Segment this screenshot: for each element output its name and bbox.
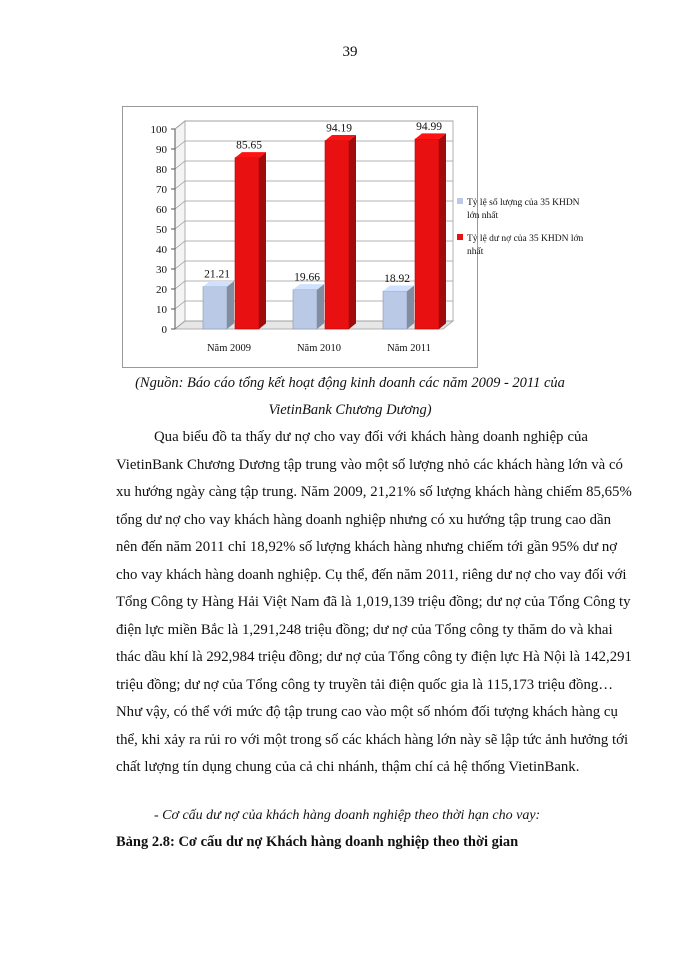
paragraph-line: VietinBank Chương Dương tập trung vào một số lượng nhỏ các khách hàng lớn và có <box>116 456 623 473</box>
paragraph-line: Như vậy, có thể với mức độ tập trung cao vào một số nhóm đối tượng khách hàng cụ <box>116 704 618 720</box>
bar-side <box>439 133 446 329</box>
bar <box>415 139 439 329</box>
y-tick-label: 0 <box>161 324 167 336</box>
data-label: 21.21 <box>204 268 230 281</box>
chart-frame <box>122 106 584 368</box>
y-tick-label: 60 <box>156 204 167 216</box>
bar <box>325 141 349 329</box>
source-line-2: VietinBank Chương Dương) <box>268 402 432 418</box>
bar-side <box>227 281 234 329</box>
paragraph-line: nên đến năm 2011 chỉ 18,92% số lượng khách hàng nhưng chiếm tới gần 95% dư nợ <box>116 539 618 555</box>
paragraph-line: tổng dư nợ cho vay khách hàng doanh nghiệp nhưng có xu hướng tập trung cao dần <box>116 511 612 528</box>
paragraph-line: điện lực miền Bắc là 1,291,248 triệu đồng; dư nợ của Tổng công ty thăm do và khai <box>116 621 613 638</box>
bar-side <box>259 152 266 329</box>
paragraph-line: thác dầu khí là 292,984 triệu đồng; dư nợ của Tổng công ty điện lực Hà Nội là 142,291 <box>116 649 632 665</box>
y-tick-label: 40 <box>156 244 167 256</box>
paragraph-line: Qua biểu đồ ta thấy dư nợ cho vay đối với khách hàng doanh nghiệp của <box>154 429 588 445</box>
x-category-label: Năm 2011 <box>387 343 431 354</box>
bar <box>235 158 259 329</box>
data-label: 85.65 <box>236 139 262 152</box>
x-category-label: Năm 2009 <box>206 343 252 354</box>
legend-swatch <box>457 234 463 240</box>
y-tick-label: 30 <box>156 264 167 276</box>
data-label: 19.66 <box>294 271 320 284</box>
data-label: 94.99 <box>416 121 442 134</box>
paragraph-line: cho vay khách hàng doanh nghiệp. Cụ thể, đến năm 2011, riêng dư nợ cho vay đối với <box>116 566 627 583</box>
y-tick-label: 80 <box>156 164 167 176</box>
y-tick-label: 10 <box>156 304 167 316</box>
bar <box>203 287 227 329</box>
paragraph-line: xu hướng ngày càng tập trung. Năm 2009, 21,21% số lượng khách hàng chiếm 85,65% <box>116 484 632 500</box>
paragraph-line: triệu đồng; dư nợ của Tổng công ty truyền tải điện quốc gia là 115,173 triệu đồng… <box>116 676 614 693</box>
paragraph-line: Tổng Công ty Hàng Hải Việt Nam đã là 1,019,139 triệu đồng; dư nợ của Tổng Công ty <box>116 594 631 610</box>
y-tick-label: 70 <box>156 184 167 196</box>
bar-chart <box>123 107 584 367</box>
bar <box>293 290 317 329</box>
y-tick-label: 20 <box>156 284 167 296</box>
paragraph-line: chất lượng tín dụng chung của cả chi nhánh, thậm chí cả hệ thống VietinBank. <box>116 759 580 775</box>
page-number: 39 <box>342 44 358 60</box>
sub-heading: - Cơ cấu dư nợ của khách hàng doanh nghiệp theo thời hạn cho vay: <box>154 808 541 823</box>
paragraph-line: thể, khi xảy ra rủi ro với một trong số các khách hàng lớn này sẽ lập tức ảnh hưởng tới <box>116 731 629 748</box>
source-line-1: (Nguồn: Báo cáo tổng kết hoạt động kinh doanh các năm 2009 - 2011 của <box>135 375 565 391</box>
legend-swatch <box>457 198 463 204</box>
x-category-label: Năm 2010 <box>296 343 342 354</box>
data-label: 18.92 <box>384 273 410 286</box>
legend-label: Tỷ lệ dư nợ của 35 KHDN lớn <box>467 234 584 244</box>
bar-side <box>317 284 324 329</box>
y-tick-label: 90 <box>156 144 167 156</box>
legend-label: lớn nhất <box>467 211 499 221</box>
data-label: 94.19 <box>326 122 352 135</box>
bar-side <box>407 286 414 329</box>
legend-label: Tỷ lệ số lượng của 35 KHDN <box>467 198 580 208</box>
table-title: Bảng 2.8: Cơ cấu dư nợ Khách hàng doanh nghiệp theo thời gian <box>116 834 519 850</box>
bar-side <box>349 135 356 329</box>
legend-label: nhất <box>467 247 484 257</box>
y-tick-label: 50 <box>156 224 167 236</box>
y-tick-label: 100 <box>150 124 167 136</box>
body-paragraph <box>116 424 632 782</box>
bar <box>383 291 407 329</box>
